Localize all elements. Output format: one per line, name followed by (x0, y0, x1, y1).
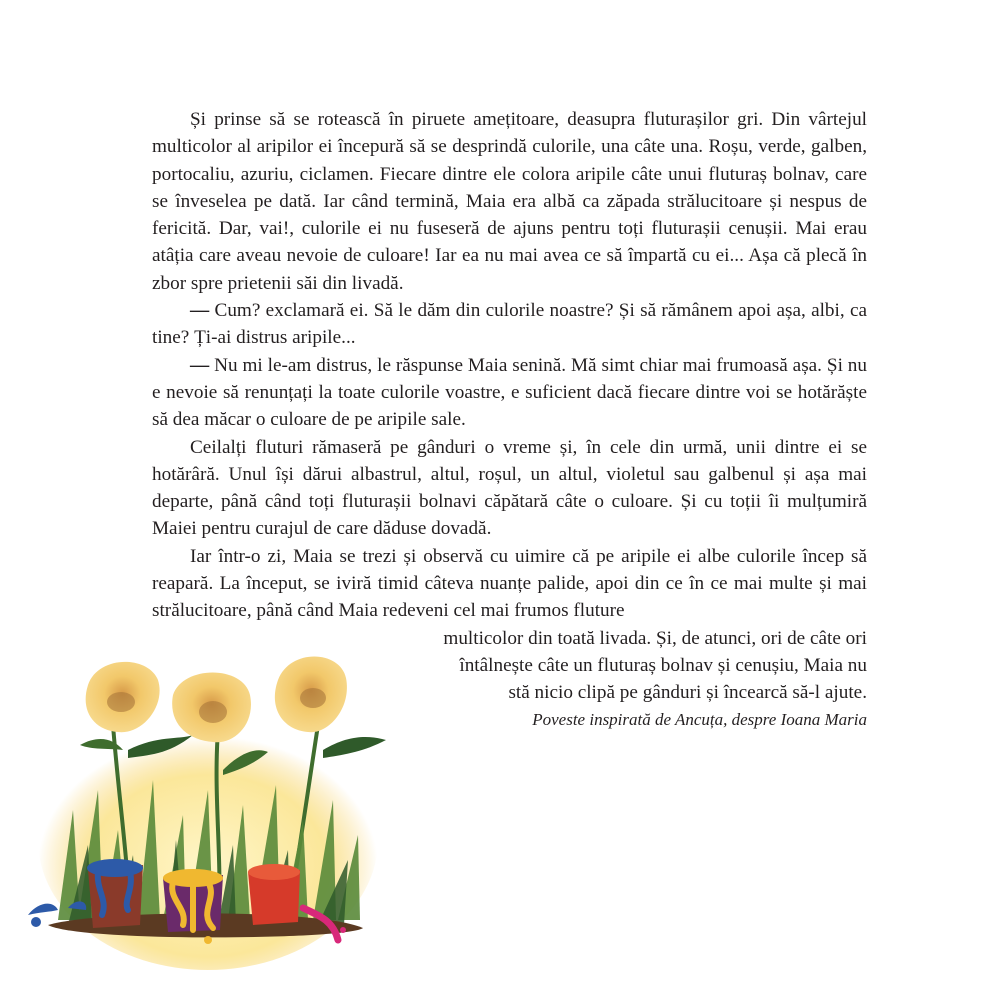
flower (275, 657, 347, 733)
paragraph-3 (152, 352, 867, 434)
paragraph-4: Ceilalți fluturi rămaseră pe gânduri o vreme și, în cele din urmă, unii dintre ei se hotărâră. Unul își dărui albastrul, altul, roșul, un altul, violetul sau galbenul și așa mai departe, până când toți fluturașii bolnavi căpătară câte o culoare. Și cu toții îi mulțumiră Maiei pentru curajul de care dăduse dovadă. (152, 436, 867, 540)
paragraph-5-line: stă nicio clipă pe gânduri și încearcă să-l ajute. (508, 682, 867, 704)
paragraph-1: Și prinse să se rotească în piruete amețitoare, deasupra fluturașilor gri. Din vârtejul multicolor al aripilor ei începură să se desprindă culorile, una câte una. Roșu, verde, galben, portocaliu, azuriu, ciclamen. Fiecare dintre ele colora aripile câte unui fluturaș bolnav, care se înveselea pe dată. Iar când termină, Maia era albă ca zăpada strălucitoare și nespus de fericită. Dar, vai!, culorile ei nu fuseseră de ajuns pentru toți fluturașii cenușii. Mai erau atâția care aveau nevoie de culoare! Iar ea nu mai avea ce să împartă cu ei... Așa că plecă în zbor spre prietenii săi din livadă. (152, 109, 867, 294)
paint-pot-blue (87, 859, 143, 928)
paragraph-5-line: întâlnește câte un fluturaș bolnav și cenușiu, Maia nu (459, 654, 867, 676)
leaf (323, 737, 386, 758)
paragraph-5-line: multicolor din toată livada. Și, de atunci, ori de câte ori (443, 627, 867, 649)
paragraph-3-text: Nu mi le-am distrus, le răspunse Maia senină. Mă simt chiar mai frumoasă așa. Și nu e nevoie să renunțați la toate culorile voastre, e suficient dacă fiecare dintre voi se hotărăște să dea măcar o culoare de pe aripile sale. (152, 354, 867, 431)
paragraph-5: Iar într-o zi, Maia se trezi și observă cu uimire că pe aripile ei albe culorile încep să reapară. La început, se iviră timid câteva nuanțe palide, apoi din ce în ce mai multe și mai strălucitoare, până când Maia redeveni cel mai frumos fluture (152, 545, 867, 622)
flowers-paint-illustration (18, 640, 390, 970)
paragraph-2 (152, 297, 867, 352)
dialogue-dash: — (190, 300, 210, 322)
story-credit: Poveste inspirată de Ancuța, despre Ioana Maria (532, 710, 867, 729)
dialogue-dash: — (190, 354, 210, 376)
story-text (152, 106, 867, 707)
paragraph-2-text: Cum? exclamară ei. Să le dăm din culorile noastre? Și să rămânem apoi așa, albi, ca tine? Ți-ai distrus aripile... (152, 300, 868, 349)
paint-pot-yellow (163, 869, 223, 932)
